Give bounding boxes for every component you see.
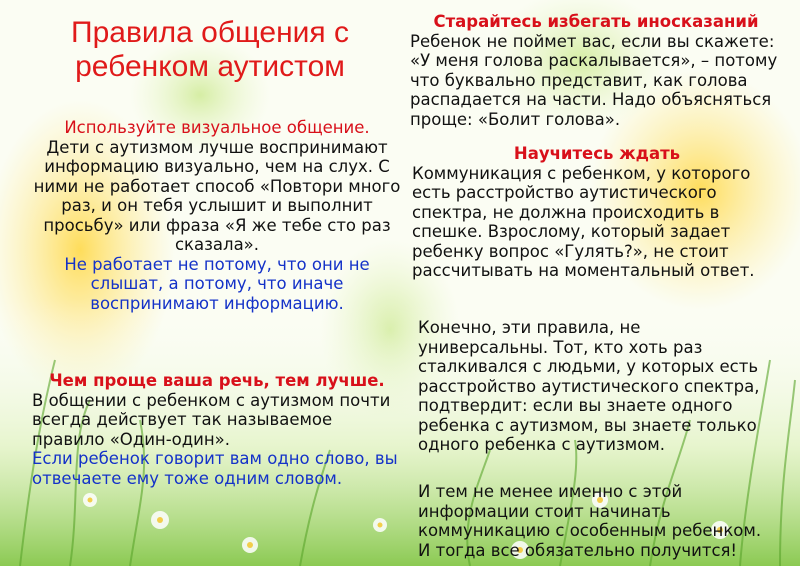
universal-section: [418, 318, 770, 455]
page-title: Правила общения с ребенком аутистом: [71, 16, 349, 83]
wait-section: [412, 144, 782, 281]
visual-body: Дети с аутизмом лучше воспринимают информацию визуально, чем на слух. С ними не работает способ «Повтори много раз, и он тебя услышит и выполнит просьбу» или фраза «Я же тебе сто раз сказала».: [33, 137, 401, 254]
allegory-heading: Старайтесь избегать иносказаний: [433, 12, 759, 31]
allegory-body: Ребенок не поймет вас, если вы скажете: «У меня голова раскалывается», – потому что буквально представит, как голова распадается на части. Надо объясняться проще: «Болит голова».: [410, 31, 778, 129]
wait-heading: Научитесь ждать: [513, 144, 681, 163]
closing-section: [418, 482, 770, 560]
simple-note: Если ребенок говорит вам одно слово, вы отвечаете ему тоже одним словом.: [32, 449, 398, 488]
simple-body: В общении с ребенком с аутизмом почти всегда действует так называемое правило «Один-один».: [32, 390, 391, 449]
universal-body: Конечно, эти правила, не универсальны. Тот, кто хоть раз сталкивался с людьми, у которых есть расстройство аутистического спектра, подтвердит: если вы знаете одного ребенка с аутизмом, вы знаете только одного ребенка с аутизмом.: [418, 318, 760, 454]
visual-note: Не работает не потому, что они не слышат, а потому, что иначе воспринимают информацию.: [64, 254, 370, 313]
simple-speech-section: [32, 371, 402, 488]
visual-communication-section: [32, 118, 402, 313]
visual-heading: Используйте визуальное общение.: [64, 118, 370, 137]
simple-heading: Чем проще ваша речь, тем лучше.: [49, 371, 385, 390]
allegory-section: [410, 12, 782, 129]
wait-body: Коммуникация с ребенком, у которого есть расстройство аутистического спектра, не должна происходить в спешке. Взрослому, который задает ребенку вопрос «Гулять?», не стоит рассчитывать на моментальный ответ.: [412, 163, 755, 280]
closing-body: И тем не менее именно с этой информации стоит начинать коммуникацию с особенным ребенком. И тогда все обязательно получится!: [418, 482, 762, 560]
